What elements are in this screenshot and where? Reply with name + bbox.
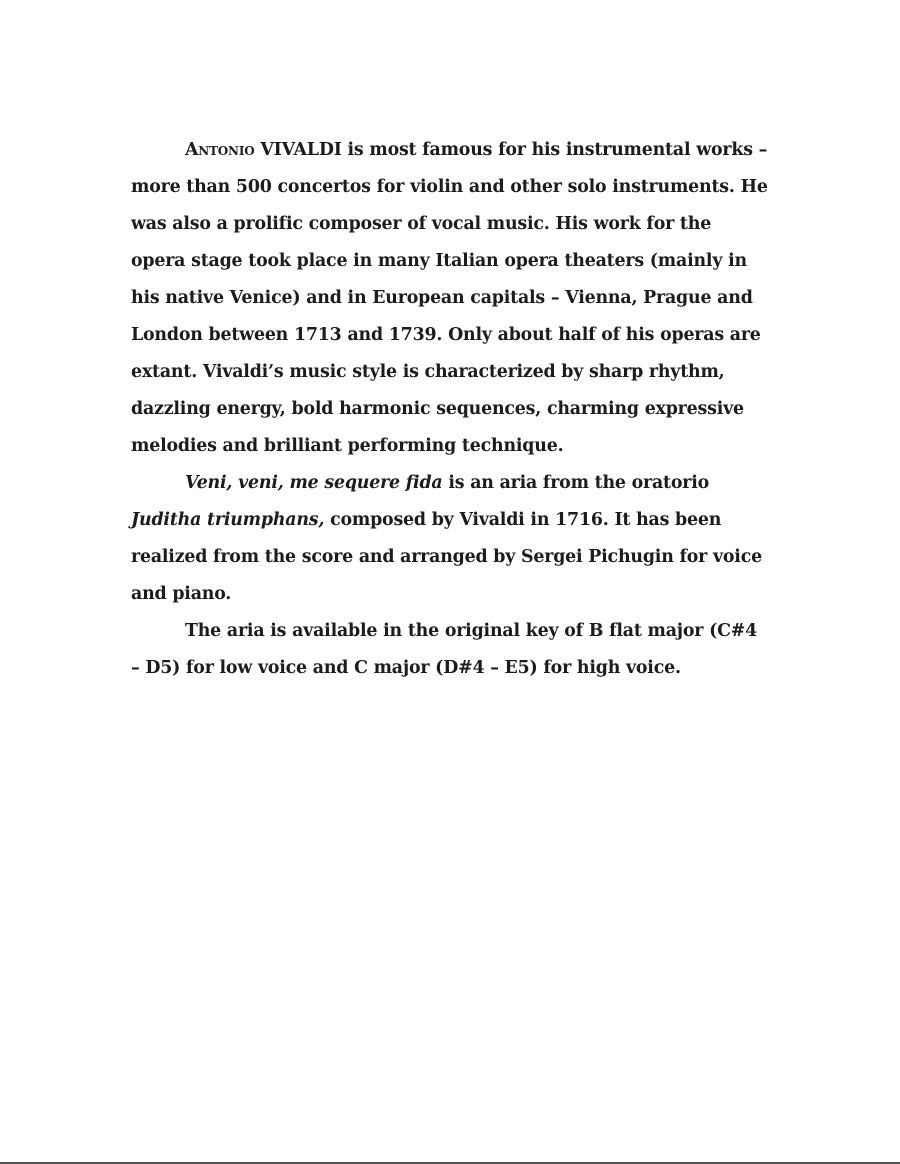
composer-first-name: Antonio xyxy=(185,140,255,160)
body-text xyxy=(131,132,771,687)
paragraph-key-availability: The aria is available in the original key of B flat major (C#4 – D5) for low voice and C major (D#4 – E5) for high voice. xyxy=(131,621,758,678)
aria-text-b: composed by Vivaldi in 1716. It has been realized from the score and arranged by Sergei Pichugin for voice and piano. xyxy=(131,510,762,604)
bio-text: is most famous for his instrumental works – more than 500 concertos for violin and other solo instruments. He was also a prolific composer of vocal music. His work for the opera stage took place in many Italian opera theaters (mainly in his native Venice) and in European capitals – Vienna, Prague and London between 1713 and 1739. Only about half of his operas are extant. Vivaldi’s music style is characterized by sharp rhythm, dazzling energy, bold harmonic sequences, charming expressive melodies and brilliant performing technique. xyxy=(131,140,768,456)
paragraph-vivaldi-bio xyxy=(131,132,771,465)
aria-text-a: is an aria from the oratorio xyxy=(442,473,710,493)
composer-last-name: VIVALDI xyxy=(260,140,342,160)
aria-title: Veni, veni, me sequere fida xyxy=(185,473,443,493)
paragraph-aria-description xyxy=(131,465,771,613)
oratorio-title: Juditha triumphans, xyxy=(131,510,325,530)
composer-name xyxy=(185,140,342,160)
